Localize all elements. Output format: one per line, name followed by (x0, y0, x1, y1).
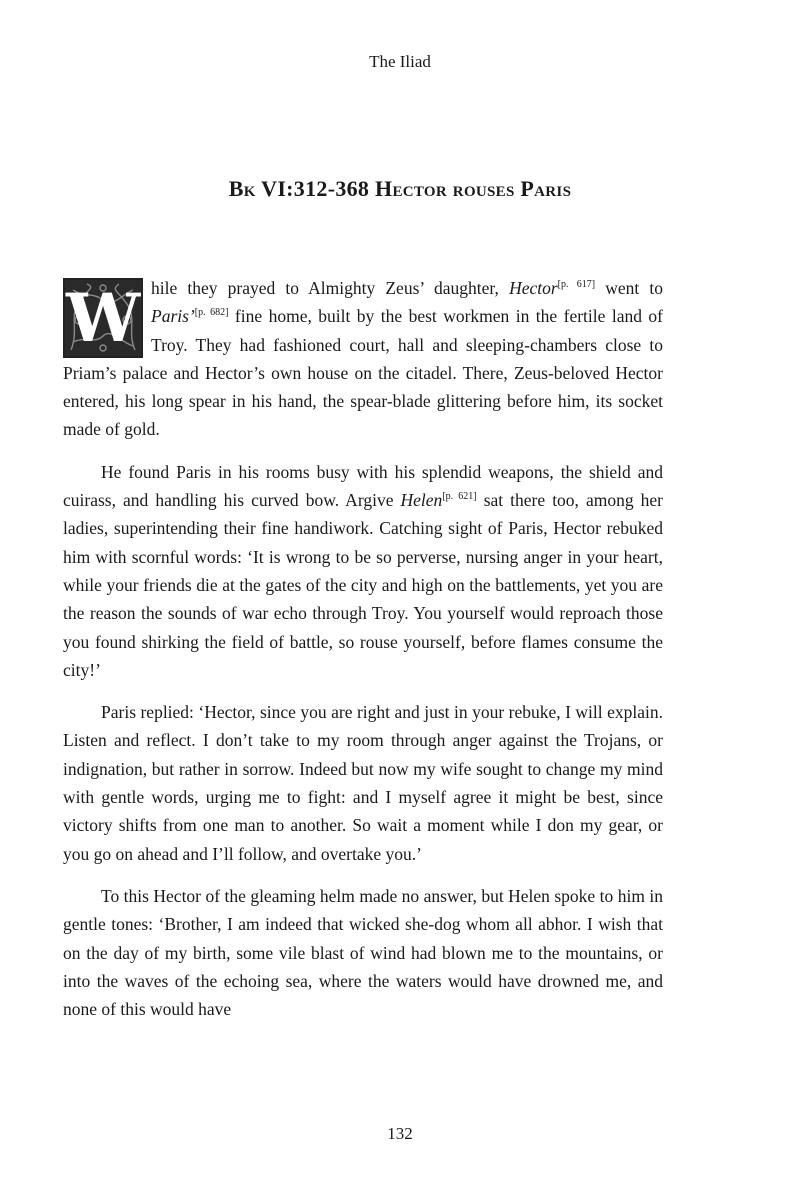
paragraph-3: Paris replied: ‘Hector, since you are right and just in your rebuke, I will explain. Listen and reflect. I don’t take to my room through anger against the Trojans, or indignation, but rather in sorrow. Indeed but now my wife sought to change my mind with gentle words, urging me to fight: and I myself agree it might be best, since victory shifts from one man to another. So wait a moment while I don my gear, or you go on ahead and I’ll follow, and overtake you.’ (63, 702, 663, 864)
running-head: The Iliad (369, 52, 431, 71)
p1-text-b: went to (595, 278, 663, 298)
paragraph-1 (63, 274, 663, 444)
dropcap-letter: W (65, 279, 141, 357)
decorated-initial (63, 278, 143, 358)
p2-text-b: sat there too, among her ladies, superintending their fine handiwork. Catching sight of Paris, Hector rebuked him with scornful words: ‘It is wrong to be so perverse, nursing anger in your heart, while your friends die at the gates of the city and high on the battlements, yet you are the reason the sounds of war echo through Troy. You yourself would reproach those you found shirking the field of battle, so rouse yourself, before flames consume the city!’ (63, 490, 663, 680)
p1-paris: Paris’ (151, 306, 195, 327)
chapter-title: Bk VI:312-368 Hector rouses Paris (228, 176, 572, 201)
page-number: 132 (387, 1124, 413, 1143)
page-ref-hector: [p. 617] (557, 279, 596, 291)
page-ref-paris: [p. 682] (194, 307, 229, 319)
p2-helen: Helen (400, 490, 443, 511)
p1-hector: Hector (509, 278, 558, 298)
p1-text-a: hile they prayed to Almighty Zeus’ daughter, (151, 278, 510, 298)
paragraph-4: To this Hector of the gleaming helm made no answer, but Helen spoke to him in gentle tones: ‘Brother, I am indeed that wicked she-dog whom all abhor. I wish that on the day of my birth, some vile blast of wind had blown me to the mountains, or into the waves of the echoing sea, where the waters would have drowned me, and none of this would have (63, 885, 663, 1020)
body-text (63, 274, 663, 1037)
p2-text-a: He found Paris in his rooms busy with his splendid weapons, the shield and cuirass, and handling his curved bow. Argive (63, 461, 663, 511)
paragraph-2 (63, 458, 663, 684)
page-ref-helen: [p. 621] (442, 491, 477, 503)
p1-text-c: fine home, built by the best workmen in the fertile land of Troy. They had fashioned court, hall and sleeping-chambers close to Priam’s palace and Hector’s own house on the citadel. There, Zeus-beloved Hector entered, his long spear in his hand, the spear-blade glittering before him, its socket made of gold. (63, 306, 663, 440)
